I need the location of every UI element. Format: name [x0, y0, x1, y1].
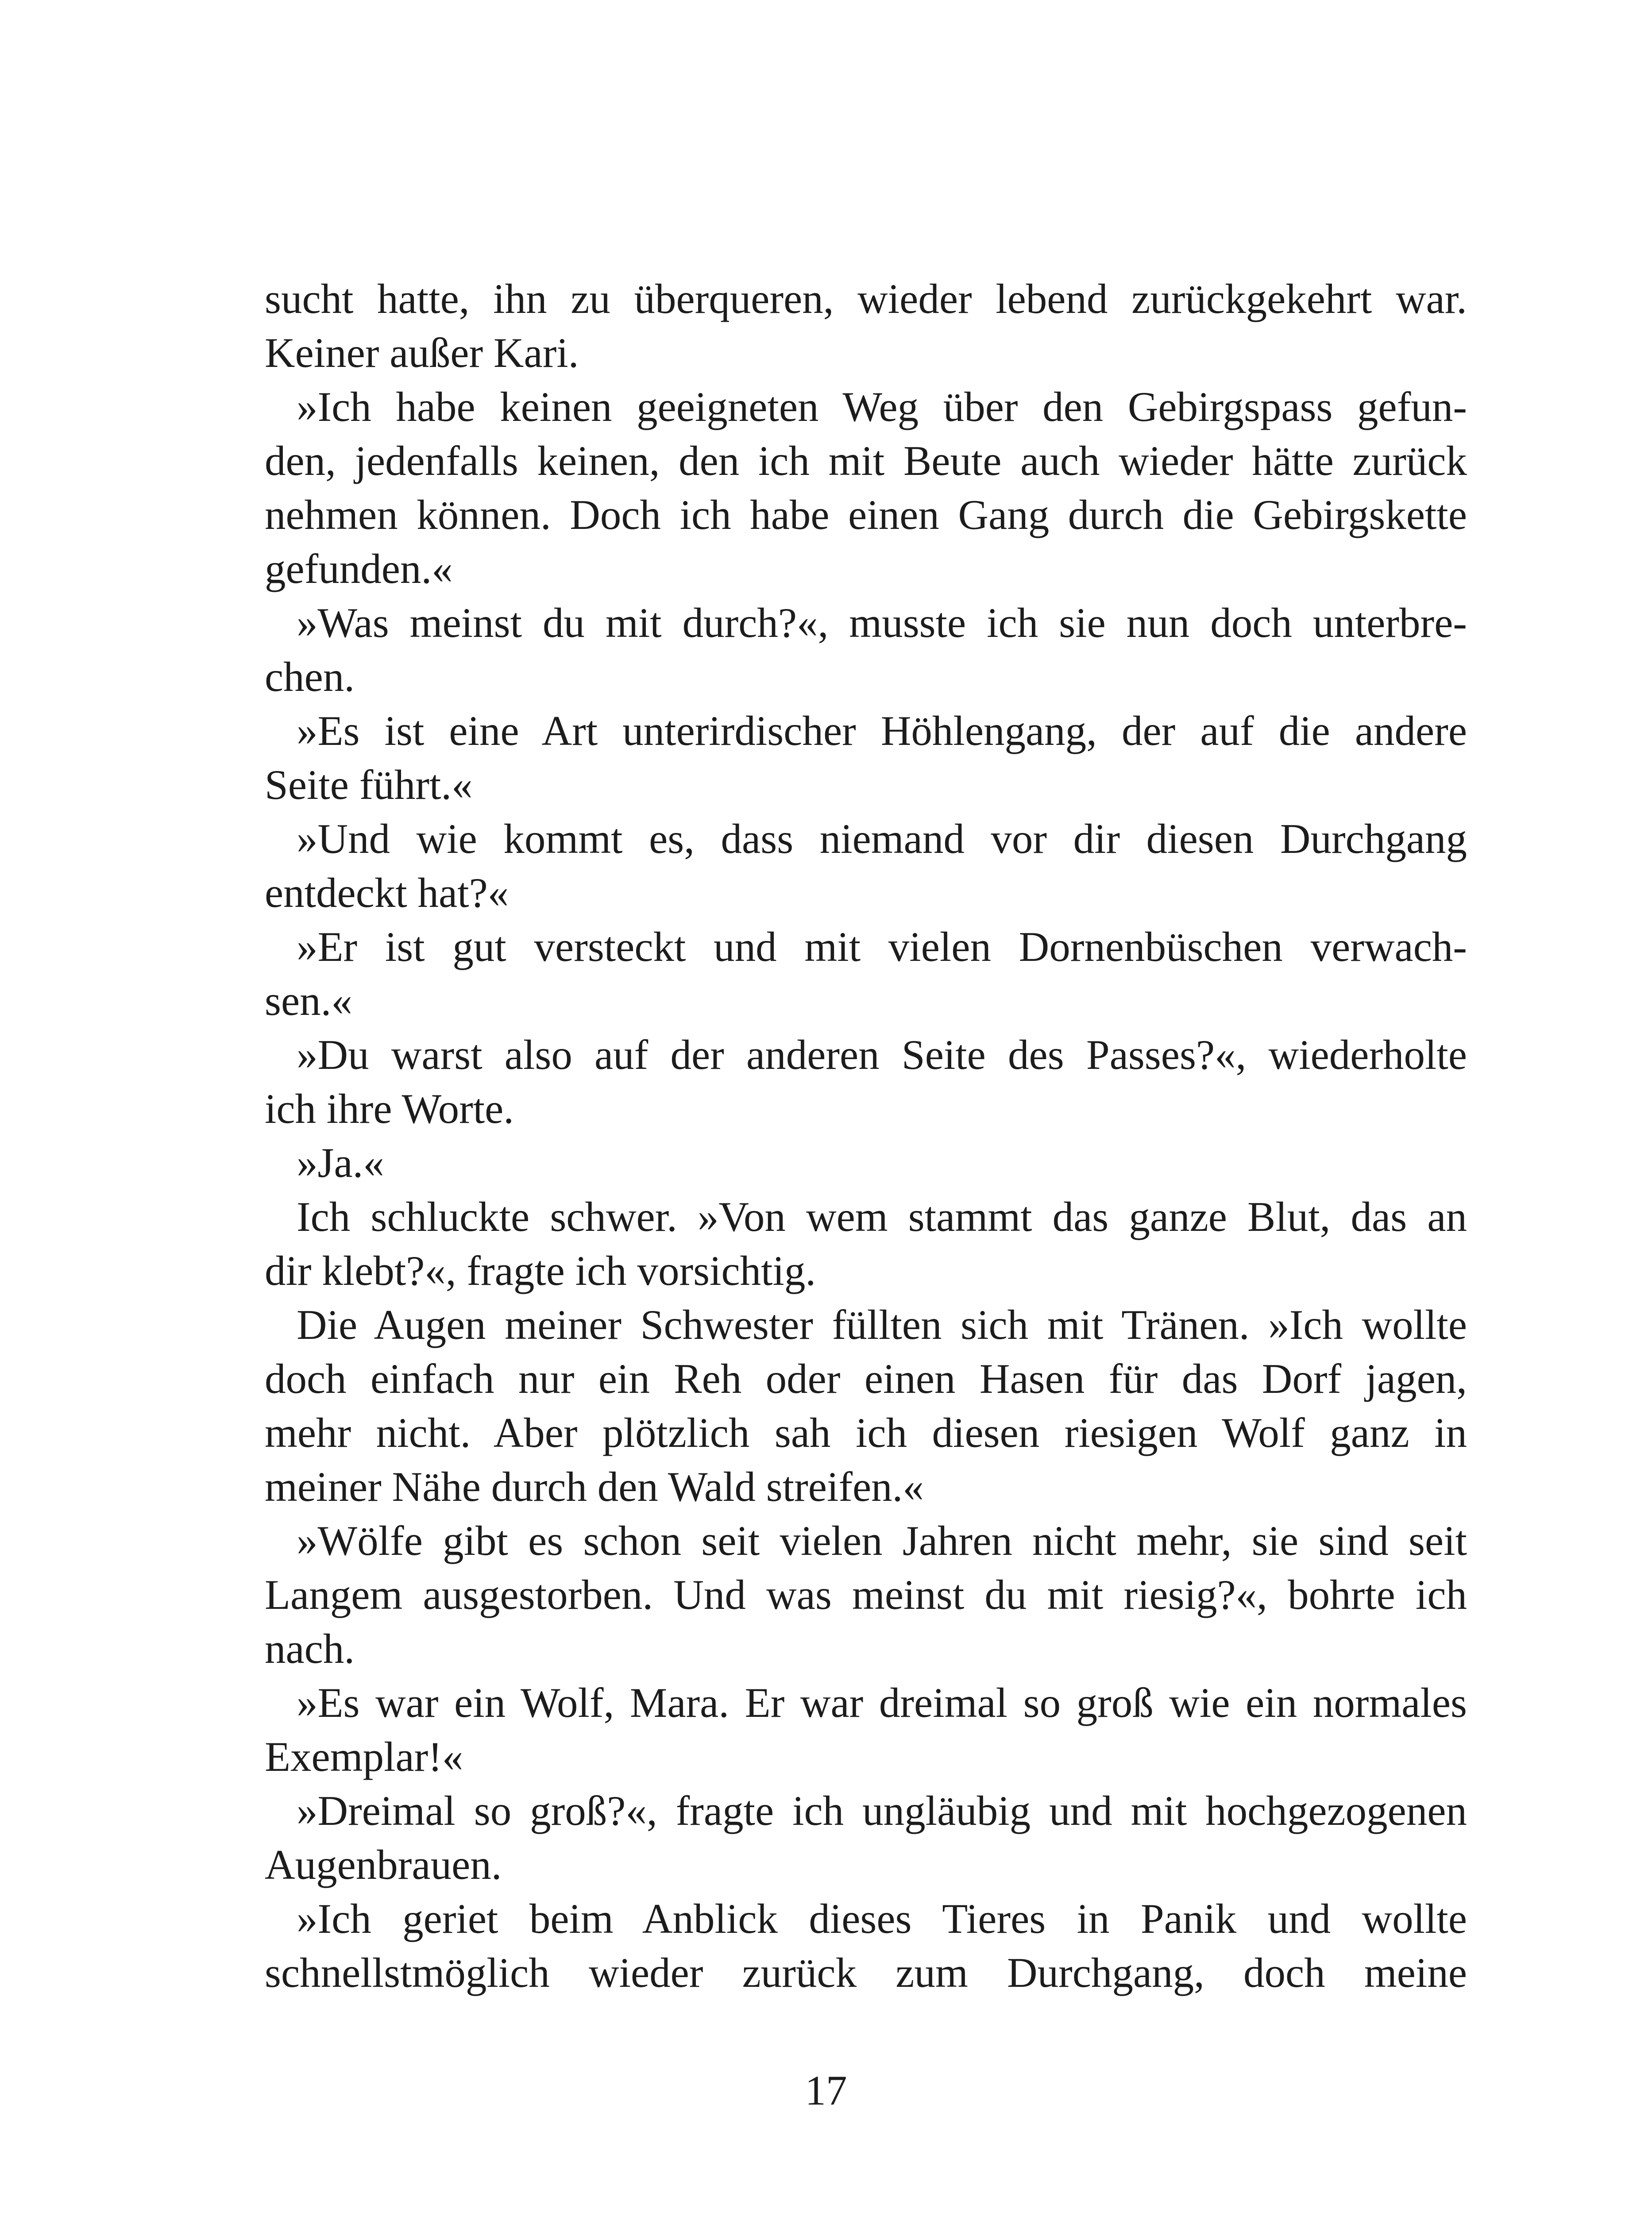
text-line-17: »Ja.« [297, 1139, 384, 1186]
text-line-30: Augenbrauen. [265, 1841, 502, 1888]
page-number: 17 [805, 2067, 847, 2114]
text-line-9: »Es ist eine Art unterirdischer Höhlengang, der auf die andere [297, 707, 1467, 754]
text-line-28: Exemplar!« [265, 1733, 463, 1780]
text-line-21: doch einfach nur ein Reh oder einen Hasen für das Dorf jagen, [265, 1355, 1467, 1402]
text-line-4: den, jedenfalls keinen, den ich mit Beute auch wieder hätte zurück [265, 437, 1467, 484]
text-line-5: nehmen können. Doch ich habe einen Gang durch die Gebirgskette [265, 491, 1467, 538]
text-line-3: »Ich habe keinen geeigneten Weg über den Gebirgspass gefun- [297, 383, 1467, 430]
text-line-27: »Es war ein Wolf, Mara. Er war dreimal so groß wie ein normales [297, 1679, 1467, 1726]
text-line-16: ich ihre Worte. [265, 1085, 514, 1132]
text-line-11: »Und wie kommt es, dass niemand vor dir diesen Durchgang [297, 815, 1467, 862]
text-line-1: sucht hatte, ihn zu überqueren, wieder lebend zurückgekehrt war. [265, 275, 1467, 322]
text-line-26: nach. [265, 1625, 355, 1672]
text-line-23: meiner Nähe durch den Wald streifen.« [265, 1463, 924, 1510]
text-line-24: »Wölfe gibt es schon seit vielen Jahren nicht mehr, sie sind seit [297, 1517, 1467, 1564]
text-line-22: mehr nicht. Aber plötzlich sah ich diesen riesigen Wolf ganz in [265, 1409, 1467, 1456]
text-line-15: »Du warst also auf der anderen Seite des Passes?«, wiederholte [297, 1031, 1467, 1078]
text-line-32: schnellstmöglich wieder zurück zum Durchgang, doch meine [265, 1949, 1467, 1996]
text-line-7: »Was meinst du mit durch?«, musste ich sie nun doch unterbre- [297, 599, 1467, 646]
text-line-12: entdeckt hat?« [265, 869, 509, 916]
text-line-19: dir klebt?«, fragte ich vorsichtig. [265, 1247, 816, 1294]
body-text [265, 272, 1467, 2000]
text-line-8: chen. [265, 653, 355, 700]
text-line-10: Seite führt.« [265, 761, 473, 808]
text-line-18: Ich schluckte schwer. »Von wem stammt das ganze Blut, das an [297, 1193, 1467, 1240]
text-line-6: gefunden.« [265, 545, 453, 592]
text-line-13: »Er ist gut versteckt und mit vielen Dornenbüschen verwach- [297, 923, 1467, 970]
text-line-2: Keiner außer Kari. [265, 329, 579, 376]
text-line-31: »Ich geriet beim Anblick dieses Tieres in Panik und wollte [297, 1895, 1467, 1942]
text-line-29: »Dreimal so groß?«, fragte ich ungläubig und mit hochgezogenen [297, 1787, 1467, 1834]
text-line-25: Langem ausgestorben. Und was meinst du mit riesig?«, bohrte ich [265, 1571, 1467, 1618]
text-line-14: sen.« [265, 977, 352, 1024]
text-line-20: Die Augen meiner Schwester füllten sich mit Tränen. »Ich wollte [297, 1301, 1467, 1348]
